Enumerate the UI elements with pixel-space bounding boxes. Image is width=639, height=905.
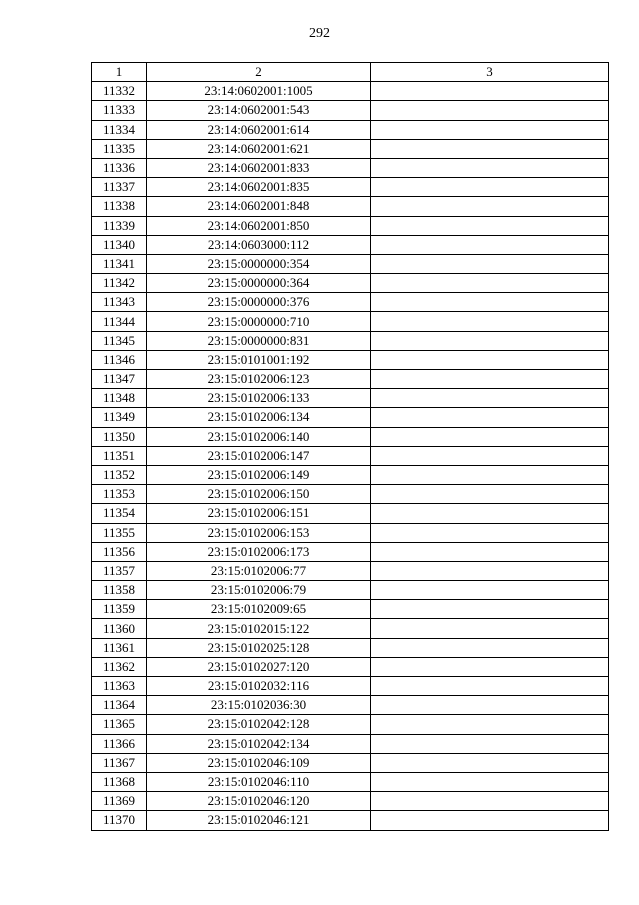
note-cell	[371, 427, 609, 446]
cadastral-number-cell: 23:14:0602001:621	[147, 139, 371, 158]
note-cell	[371, 274, 609, 293]
cadastral-number-cell: 23:15:0102006:149	[147, 465, 371, 484]
cadastral-number-cell: 23:15:0102032:116	[147, 677, 371, 696]
table-row	[92, 370, 609, 389]
row-number-cell: 11337	[92, 178, 147, 197]
note-cell	[371, 696, 609, 715]
table-row	[92, 485, 609, 504]
table-row	[92, 139, 609, 158]
table-row	[92, 82, 609, 101]
cadastral-number-cell: 23:15:0102006:173	[147, 542, 371, 561]
table-row	[92, 158, 609, 177]
note-cell	[371, 408, 609, 427]
row-number-cell: 11339	[92, 216, 147, 235]
row-number-cell: 11340	[92, 235, 147, 254]
header-col-1: 1	[92, 63, 147, 82]
table-row	[92, 657, 609, 676]
row-number-cell: 11363	[92, 677, 147, 696]
row-number-cell: 11357	[92, 561, 147, 580]
cadastral-number-cell: 23:14:0602001:1005	[147, 82, 371, 101]
table-row	[92, 101, 609, 120]
note-cell	[371, 465, 609, 484]
table-row	[92, 350, 609, 369]
register-table	[91, 62, 609, 831]
cadastral-number-cell: 23:15:0102042:134	[147, 734, 371, 753]
row-number-cell: 11332	[92, 82, 147, 101]
note-cell	[371, 657, 609, 676]
table-row	[92, 465, 609, 484]
cadastral-number-cell: 23:15:0102006:147	[147, 446, 371, 465]
cadastral-number-cell: 23:15:0102046:110	[147, 772, 371, 791]
note-cell	[371, 370, 609, 389]
cadastral-number-cell: 23:15:0102006:134	[147, 408, 371, 427]
note-cell	[371, 485, 609, 504]
row-number-cell: 11335	[92, 139, 147, 158]
header-row	[92, 63, 609, 82]
note-cell	[371, 293, 609, 312]
cadastral-number-cell: 23:15:0102006:133	[147, 389, 371, 408]
cadastral-number-cell: 23:14:0602001:614	[147, 120, 371, 139]
note-cell	[371, 139, 609, 158]
row-number-cell: 11333	[92, 101, 147, 120]
row-number-cell: 11336	[92, 158, 147, 177]
table-row	[92, 504, 609, 523]
note-cell	[371, 792, 609, 811]
note-cell	[371, 389, 609, 408]
cadastral-number-cell: 23:14:0603000:112	[147, 235, 371, 254]
cadastral-number-cell: 23:15:0102006:140	[147, 427, 371, 446]
note-cell	[371, 178, 609, 197]
note-cell	[371, 216, 609, 235]
row-number-cell: 11352	[92, 465, 147, 484]
row-number-cell: 11348	[92, 389, 147, 408]
row-number-cell: 11353	[92, 485, 147, 504]
note-cell	[371, 734, 609, 753]
row-number-cell: 11347	[92, 370, 147, 389]
table-row	[92, 792, 609, 811]
cadastral-number-cell: 23:14:0602001:835	[147, 178, 371, 197]
table-body	[92, 82, 609, 830]
row-number-cell: 11342	[92, 274, 147, 293]
note-cell	[371, 82, 609, 101]
row-number-cell: 11361	[92, 638, 147, 657]
cadastral-number-cell: 23:15:0102006:123	[147, 370, 371, 389]
table-row	[92, 619, 609, 638]
table-row	[92, 734, 609, 753]
note-cell	[371, 350, 609, 369]
row-number-cell: 11351	[92, 446, 147, 465]
table-row	[92, 178, 609, 197]
cadastral-number-cell: 23:15:0102046:121	[147, 811, 371, 830]
cadastral-number-cell: 23:15:0102009:65	[147, 600, 371, 619]
note-cell	[371, 561, 609, 580]
cadastral-number-cell: 23:15:0102015:122	[147, 619, 371, 638]
cadastral-number-cell: 23:15:0102006:151	[147, 504, 371, 523]
cadastral-number-cell: 23:15:0000000:354	[147, 254, 371, 273]
table-header	[92, 63, 609, 82]
note-cell	[371, 504, 609, 523]
table-row	[92, 408, 609, 427]
header-col-2: 2	[147, 63, 371, 82]
table-row	[92, 715, 609, 734]
table-row	[92, 293, 609, 312]
row-number-cell: 11360	[92, 619, 147, 638]
row-number-cell: 11345	[92, 331, 147, 350]
note-cell	[371, 101, 609, 120]
cadastral-number-cell: 23:15:0102025:128	[147, 638, 371, 657]
table-row	[92, 696, 609, 715]
row-number-cell: 11338	[92, 197, 147, 216]
note-cell	[371, 446, 609, 465]
note-cell	[371, 312, 609, 331]
row-number-cell: 11366	[92, 734, 147, 753]
note-cell	[371, 158, 609, 177]
row-number-cell: 11354	[92, 504, 147, 523]
table-row	[92, 600, 609, 619]
cadastral-number-cell: 23:14:0602001:833	[147, 158, 371, 177]
table-row	[92, 427, 609, 446]
cadastral-number-cell: 23:15:0102006:79	[147, 581, 371, 600]
note-cell	[371, 753, 609, 772]
row-number-cell: 11362	[92, 657, 147, 676]
row-number-cell: 11359	[92, 600, 147, 619]
table-row	[92, 561, 609, 580]
row-number-cell: 11365	[92, 715, 147, 734]
table-row	[92, 772, 609, 791]
row-number-cell: 11370	[92, 811, 147, 830]
cadastral-number-cell: 23:14:0602001:850	[147, 216, 371, 235]
note-cell	[371, 619, 609, 638]
note-cell	[371, 197, 609, 216]
cadastral-number-cell: 23:14:0602001:543	[147, 101, 371, 120]
row-number-cell: 11358	[92, 581, 147, 600]
table-row	[92, 274, 609, 293]
note-cell	[371, 811, 609, 830]
cadastral-number-cell: 23:15:0102027:120	[147, 657, 371, 676]
table-row	[92, 331, 609, 350]
note-cell	[371, 331, 609, 350]
row-number-cell: 11346	[92, 350, 147, 369]
cadastral-number-cell: 23:15:0000000:376	[147, 293, 371, 312]
row-number-cell: 11350	[92, 427, 147, 446]
row-number-cell: 11364	[92, 696, 147, 715]
cadastral-number-cell: 23:15:0102006:77	[147, 561, 371, 580]
cadastral-number-cell: 23:15:0102042:128	[147, 715, 371, 734]
note-cell	[371, 677, 609, 696]
table-row	[92, 120, 609, 139]
row-number-cell: 11369	[92, 792, 147, 811]
cadastral-number-cell: 23:15:0102036:30	[147, 696, 371, 715]
table-row	[92, 235, 609, 254]
note-cell	[371, 638, 609, 657]
cadastral-number-cell: 23:15:0101001:192	[147, 350, 371, 369]
row-number-cell: 11344	[92, 312, 147, 331]
row-number-cell: 11355	[92, 523, 147, 542]
page-number: 292	[309, 26, 330, 41]
table-row	[92, 446, 609, 465]
table-row	[92, 542, 609, 561]
table-row	[92, 523, 609, 542]
row-number-cell: 11356	[92, 542, 147, 561]
row-number-cell: 11349	[92, 408, 147, 427]
table-row	[92, 197, 609, 216]
table-row	[92, 216, 609, 235]
table-row	[92, 581, 609, 600]
table-row	[92, 753, 609, 772]
table-row	[92, 638, 609, 657]
table-row	[92, 312, 609, 331]
note-cell	[371, 235, 609, 254]
cadastral-number-cell: 23:15:0000000:364	[147, 274, 371, 293]
cadastral-number-cell: 23:15:0000000:831	[147, 331, 371, 350]
row-number-cell: 11343	[92, 293, 147, 312]
header-col-3: 3	[371, 63, 609, 82]
table-row	[92, 811, 609, 830]
note-cell	[371, 715, 609, 734]
note-cell	[371, 523, 609, 542]
cadastral-number-cell: 23:14:0602001:848	[147, 197, 371, 216]
note-cell	[371, 254, 609, 273]
row-number-cell: 11367	[92, 753, 147, 772]
note-cell	[371, 542, 609, 561]
note-cell	[371, 120, 609, 139]
note-cell	[371, 600, 609, 619]
note-cell	[371, 581, 609, 600]
cadastral-number-cell: 23:15:0000000:710	[147, 312, 371, 331]
row-number-cell: 11334	[92, 120, 147, 139]
cadastral-number-cell: 23:15:0102046:109	[147, 753, 371, 772]
note-cell	[371, 772, 609, 791]
cadastral-number-cell: 23:15:0102006:150	[147, 485, 371, 504]
row-number-cell: 11341	[92, 254, 147, 273]
table-row	[92, 677, 609, 696]
table-row	[92, 389, 609, 408]
row-number-cell: 11368	[92, 772, 147, 791]
cadastral-number-cell: 23:15:0102046:120	[147, 792, 371, 811]
table-row	[92, 254, 609, 273]
cadastral-number-cell: 23:15:0102006:153	[147, 523, 371, 542]
